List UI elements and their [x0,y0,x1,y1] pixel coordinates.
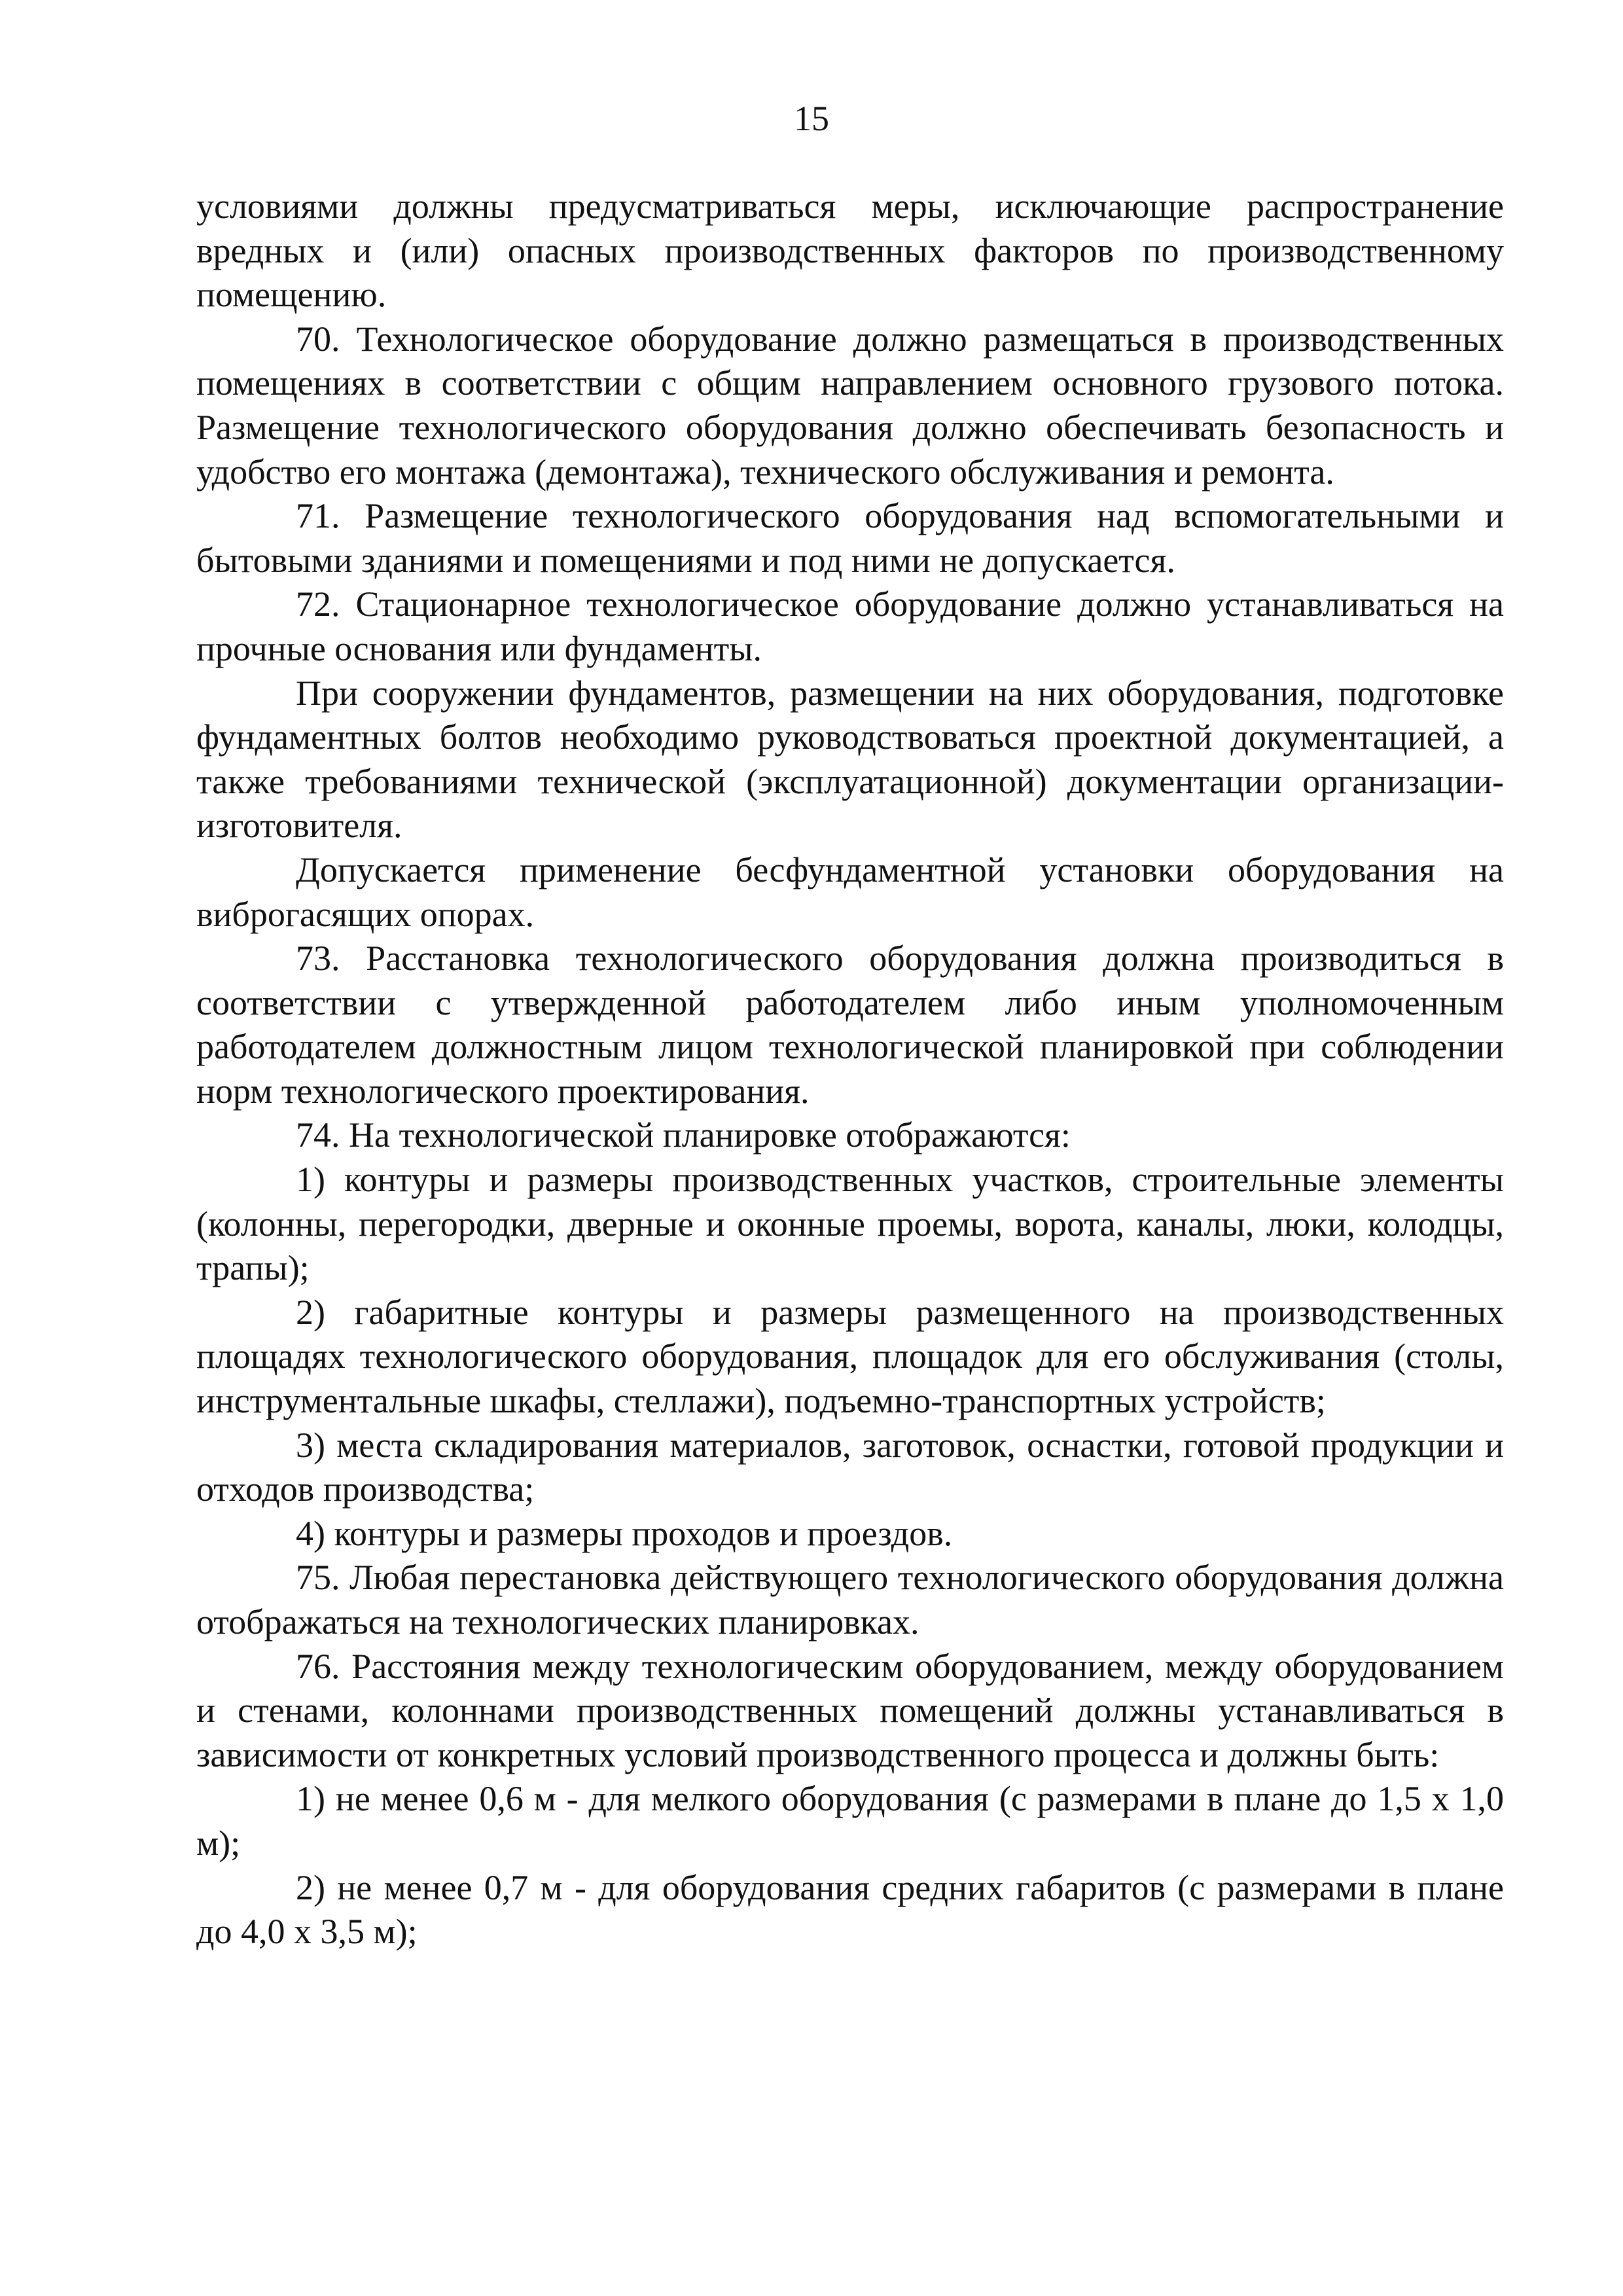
list-item-74-4: 4) контуры и размеры проходов и проездов. [296,1513,953,1553]
list-item-76-2: 2) не менее 0,7 м - для оборудования средних габаритов (с размерами в плане до 4,0 х 3,5 м); [196,1867,1504,1952]
paragraph-vibration-supports: Допускается применение бесфундаментной установки оборудования на виброгасящих опорах. [196,850,1504,934]
paragraph-foundations: При сооружении фундаментов, размещении на них оборудования, подготовке фундаментных болтов необходимо руководствоваться проектной документацией, а также требованиями технической (эксплуатационной) документации организации-изготовителя. [196,673,1504,846]
paragraph-item-72: 72. Стационарное технологическое оборудование должно устанавливаться на прочные основания или фундаменты. [196,584,1504,668]
paragraph-item-73: 73. Расстановка технологического оборудования должна производиться в соответствии с утвержденной работодателем либо иным уполномоченным работодателем должностным лицом технологической планировкой при соблюдении норм технологического проектирования. [196,939,1504,1111]
document-body [196,185,1504,1954]
paragraph-item-71: 71. Размещение технологического оборудования над вспомогательными и бытовыми зданиями и помещениями и под ними не допускается. [196,496,1504,580]
paragraph-item-70: 70. Технологическое оборудование должно размещаться в производственных помещениях в соответствии с общим направлением основного грузового потока. Размещение технологического оборудования должно обеспечивать безопасность и удобство его монтажа (демонтажа), технического обслуживания и ремонта. [196,319,1504,492]
page-number: 15 [794,99,829,138]
paragraph-item-74: 74. На технологической планировке отображаются: [296,1115,1071,1155]
paragraph-item-76: 76. Расстояния между технологическим оборудованием, между оборудованием и стенами, колоннами производственных помещений должны устанавливаться в зависимости от конкретных условий производственного процесса и должны быть: [196,1646,1504,1774]
paragraph-item-75: 75. Любая перестановка действующего технологического оборудования должна отображаться на технологических планировках. [196,1558,1504,1641]
list-item-74-1: 1) контуры и размеры производственных участков, строительные элементы (колонны, перегородки, дверные и оконные проемы, ворота, каналы, люки, колодцы, трапы); [196,1160,1504,1288]
list-item-74-2: 2) габаритные контуры и размеры размещенного на производственных площадях технологического оборудования, площадок для его обслуживания (столы, инструментальные шкафы, стеллажи), подъемно-транспортных устройств; [196,1292,1504,1421]
list-item-76-1: 1) не менее 0,6 м - для мелкого оборудования (с размерами в плане до 1,5 х 1,0 м); [196,1779,1504,1863]
paragraph-continuation: условиями должны предусматриваться меры, исключающие распространение вредных и (или) опасных производственных факторов по производственному помещению. [196,187,1504,315]
list-item-74-3: 3) места складирования материалов, заготовок, оснастки, готовой продукции и отходов производства; [196,1425,1504,1509]
